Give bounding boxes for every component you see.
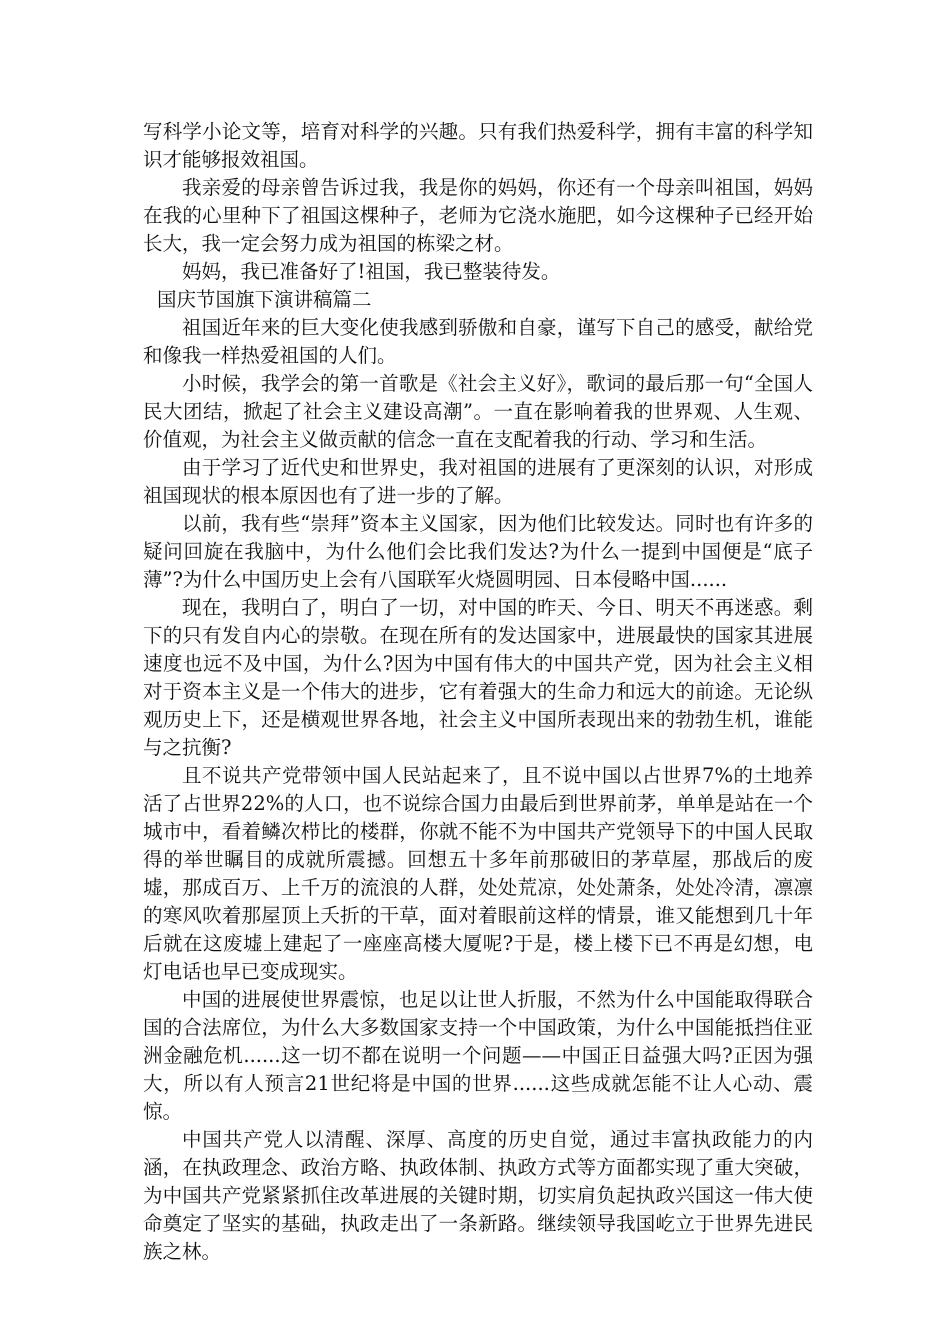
paragraph-10: 中国的进展使世界震惊，也足以让世人折服，不然为什么中国能取得联合国的合法席位，为什么大多数国家支持一个中国政策，为什么中国能抵挡住亚洲金融危机......这一切不都在说明一个问题——中国正日益强大吗?正因为强大，所以有人预言21世纪将是中国的世界......这些成就怎能不让人心动、震惊。 xyxy=(143,988,813,1123)
paragraph-11: 中国共产党人以清醒、深厚、高度的历史自觉，通过丰富执政能力的内涵，在执政理念、政治方略、执政体制、执政方式等方面都实现了重大突破，为中国共产党紧紧抓住改革进展的关键时期，切实肩负起执政兴国这一伟大使命奠定了坚实的基础，执政走出了一条新路。继续领导我国屹立于世界先进民族之林。 xyxy=(143,1128,813,1263)
paragraph-6: 由于学习了近代史和世界史，我对祖国的进展有了更深刻的认识，对形成祖国现状的根本原因也有了进一步的了解。 xyxy=(143,456,813,507)
paragraph-8: 现在，我明白了，明白了一切，对中国的昨天、今日、明天不再迷惑。剩下的只有发自内心的崇敬。在现在所有的发达国家中，进展最快的国家其进展速度也远不及中国，为什么?因为中国有伟大的中国共产党，因为社会主义相对于资本主义是一个伟大的进步，它有着强大的生命力和远大的前途。无论纵观历史上下，还是横观世界各地，社会主义中国所表现出来的勃勃生机，谁能与之抗衡? xyxy=(143,596,813,759)
paragraph-2: 我亲爱的母亲曾告诉过我，我是你的妈妈，你还有一个母亲叫祖国，妈妈在我的心里种下了祖国这棵种子，老师为它浇水施肥，如今这棵种子已经开始长大，我一定会努力成为祖国的栋梁之材。 xyxy=(143,176,813,255)
paragraph-5: 小时候，我学会的第一首歌是《社会主义好》，歌词的最后那一句“全国人民大团结，掀起了社会主义建设高潮”。一直在影响着我的世界观、人生观、价值观，为社会主义做贡献的信念一直在支配着我的行动、学习和生活。 xyxy=(143,372,813,451)
paragraph-1: 写科学小论文等，培育对科学的兴趣。只有我们热爱科学，拥有丰富的科学知识才能够报效祖国。 xyxy=(143,120,813,171)
section-heading: 国庆节国旗下演讲稿篇二 xyxy=(157,288,372,311)
paragraph-3: 妈妈，我已准备好了!祖国，我已整装待发。 xyxy=(182,260,561,283)
paragraph-9: 且不说共产党带领中国人民站起来了，且不说中国以占世界7%的土地养活了占世界22%的人口，也不说综合国力由最后到世界前茅，单单是站在一个城市中，看着鳞次栉比的楼群，你就不能不为中国共产党领导下的中国人民取得的举世瞩目的成就所震撼。回想五十多年前那破旧的茅草屋，那战后的废墟，那成百万、上千万的流浪的人群，处处荒凉，处处萧条，处处冷清，凛凛的寒风吹着那屋顶上夭折的干草，面对着眼前这样的情景，谁又能想到几十年后就在这废墟上建起了一座座高楼大厦呢?于是，楼上楼下已不再是幻想，电灯电话也早已变成现实。 xyxy=(143,764,813,983)
paragraph-4: 祖国近年来的巨大变化使我感到骄傲和自豪，谨写下自己的感受，献给党和像我一样热爱祖国的人们。 xyxy=(143,316,813,367)
document-body xyxy=(143,118,813,1266)
paragraph-7: 以前，我有些“崇拜”资本主义国家，因为他们比较发达。同时也有许多的疑问回旋在我脑中，为什么他们会比我们发达?为什么一提到中国便是“底子薄”?为什么中国历史上会有八国联军火烧圆明园、日本侵略中国...... xyxy=(143,512,813,591)
